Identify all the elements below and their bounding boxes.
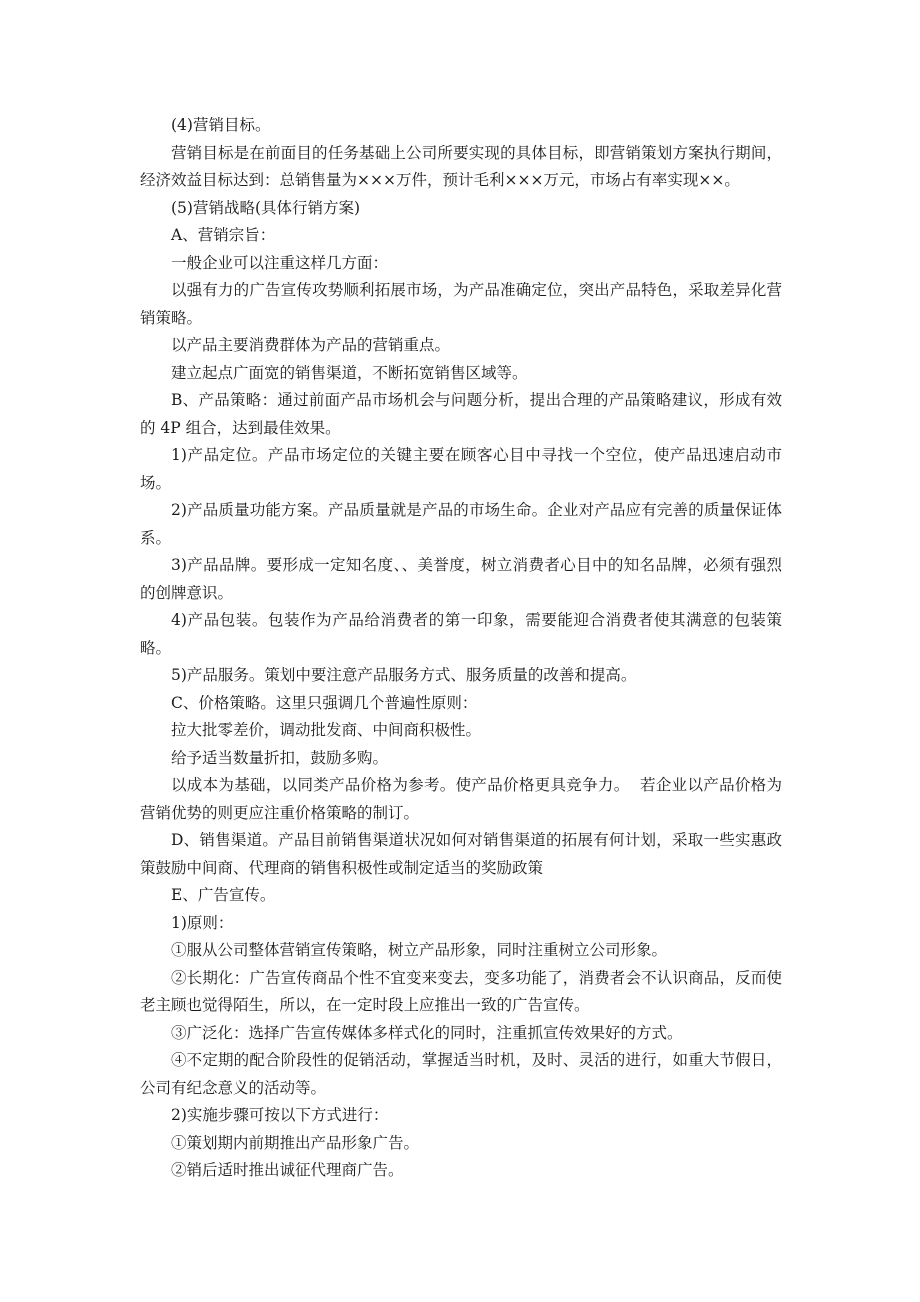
heading-marketing-goal: (4)营销目标。: [171, 116, 271, 134]
heading-marketing-strategy: (5)营销战略(具体行销方案): [171, 198, 361, 217]
paragraph: 以产品主要消费群体为产品的营销重点。: [171, 336, 451, 354]
heading-price-strategy: C、价格策略。这里只强调几个普遍性原则：: [171, 693, 478, 712]
list-item: 4)产品包装。包装作为产品给消费者的第一印象，需要能迎合消费者使其满意的包装策略。: [140, 611, 782, 657]
list-item: 1)产品定位。产品市场定位的关键主要在顾客心目中寻找一个空位，使产品迅速启动市场。: [140, 446, 782, 492]
paragraph: 建立起点广面宽的销售渠道，不断拓宽销售区域等。: [171, 363, 528, 382]
list-item: 5)产品服务。策划中要注意产品服务方式、服务质量的改善和提高。: [171, 666, 637, 684]
document-body: [140, 112, 782, 1185]
heading-implementation-steps: 2)实施步骤可按以下方式进行：: [171, 1106, 389, 1124]
paragraph: 拉大批零差价，调动批发商、中间商积极性。: [171, 721, 482, 739]
list-item: ②长期化：广告宣传商品个性不宜变来变去，变多功能了，消费者会不认识商品，反而使老主顾也觉得陌生，所以，在一定时段上应推出一致的广告宣传。: [140, 968, 782, 1014]
list-item: ④不定期的配合阶段性的促销活动，掌握适当时机，及时、灵活的进行，如重大节假日，公司有纪念意义的活动等。: [140, 1051, 782, 1097]
paragraph: 以强有力的广告宣传攻势顺利拓展市场，为产品准确定位，突出产品特色，采取差异化营销策略。: [140, 281, 782, 327]
list-item: 3)产品品牌。要形成一定知名度、、美誉度，树立消费者心目中的知名品牌，必须有强烈的创牌意识。: [140, 556, 782, 602]
list-item: ①策划期内前期推出产品形象广告。: [171, 1133, 420, 1152]
heading-advertising: E、广告宣传。: [171, 886, 276, 904]
paragraph-marketing-goal: 营销目标是在前面目的任务基础上公司所要实现的具体目标，即营销策划方案执行期间，经济效益目标达到：总销售量为×××万件，预计毛利×××万元，市场占有率实现××。: [140, 143, 782, 189]
paragraph: 一般企业可以注重这样几方面：: [171, 253, 389, 272]
heading-product-strategy: B、产品策略：通过前面产品市场机会与问题分析，提出合理的产品策略建议，形成有效的 4P 组合，达到最佳效果。: [140, 391, 782, 437]
heading-sales-channel: D、销售渠道。产品目前销售渠道状况如何对销售渠道的拓展有何计划，采取一些实惠政策鼓励中间商、代理商的销售积极性或制定适当的奖励政策: [140, 831, 782, 877]
list-item: 2)产品质量功能方案。产品质量就是产品的市场生命。企业对产品应有完善的质量保证体系。: [140, 501, 782, 547]
heading-principles: 1)原则：: [171, 913, 234, 932]
list-item: ③广泛化：选择广告宣传媒体多样式化的同时，注重抓宣传效果好的方式。: [171, 1023, 683, 1042]
paragraph: 给予适当数量折扣，鼓励多购。: [171, 748, 389, 767]
list-item: ①服从公司整体营销宣传策略，树立产品形象，同时注重树立公司形象。: [171, 941, 668, 959]
heading-marketing-purpose: A、营销宗旨：: [171, 226, 276, 244]
list-item: ②销后适时推出诚征代理商广告。: [171, 1161, 404, 1179]
paragraph: 以成本为基础，以同类产品价格为参考。使产品价格更具竞争力。 若企业以产品价格为营销优势的则更应注重价格策略的制订。: [140, 776, 782, 822]
